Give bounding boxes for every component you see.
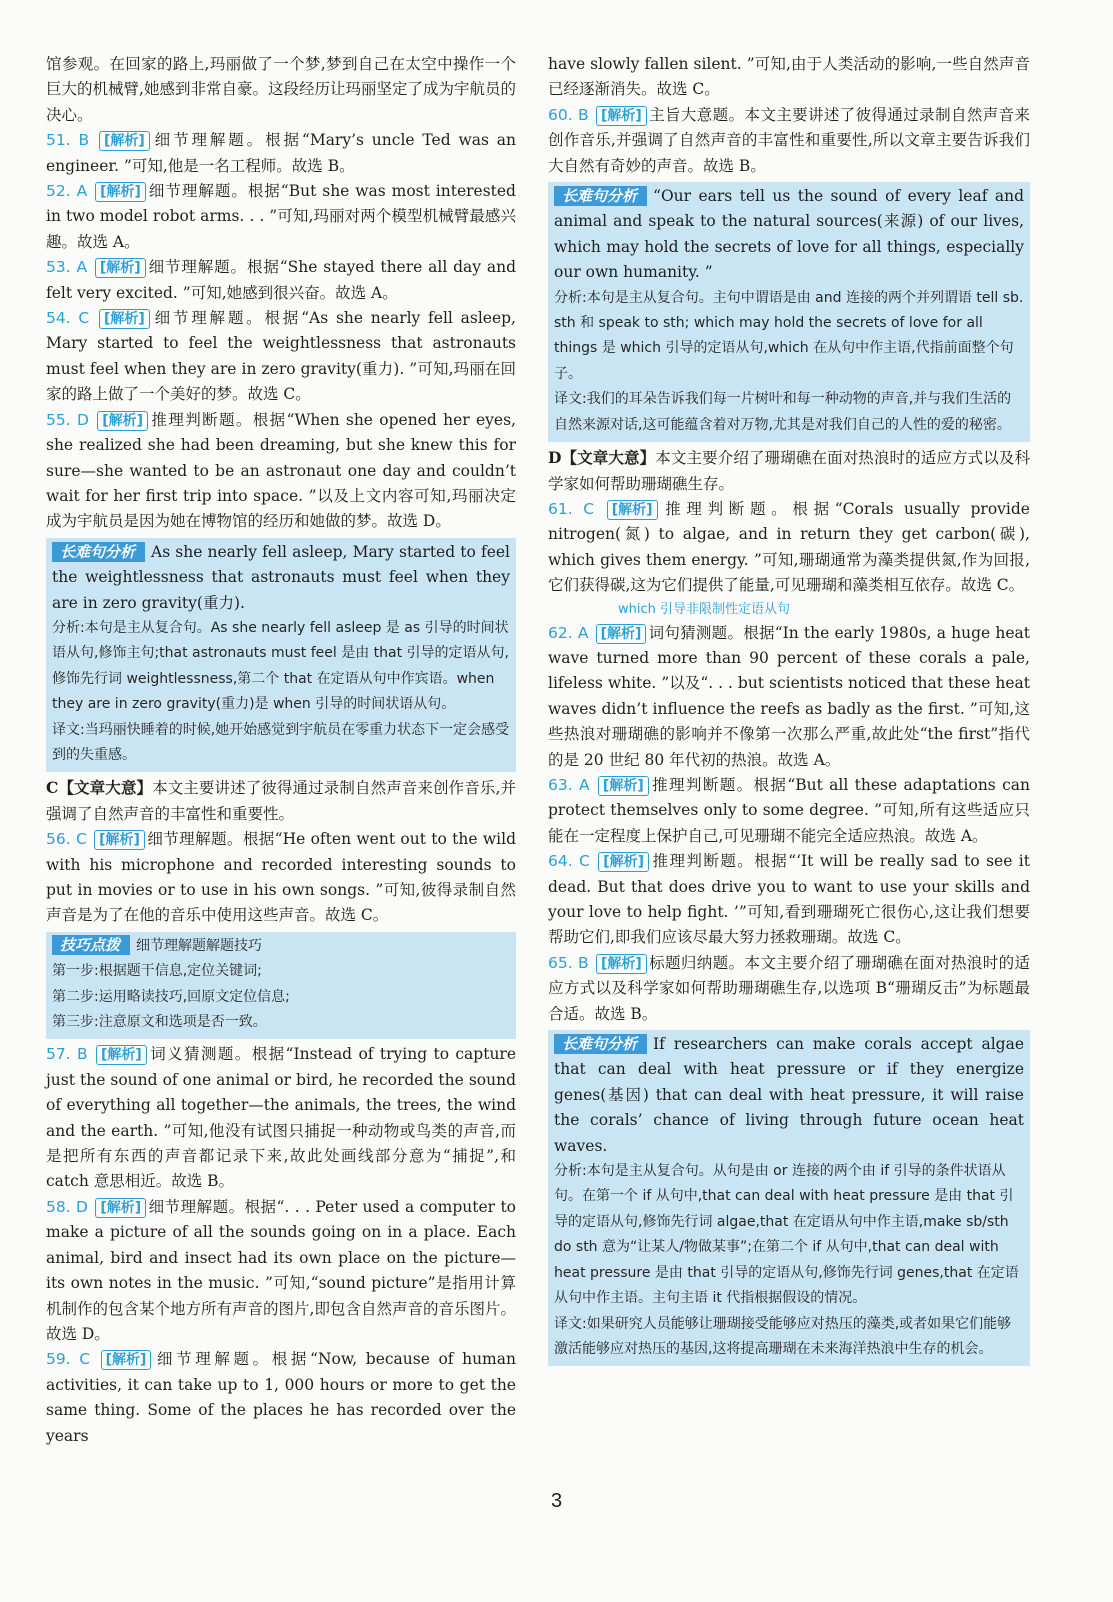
section-text: 本文主要介绍了珊瑚礁在面对热浪时的适应方式以及科学家如何帮助珊瑚礁生存。 (548, 449, 1030, 493)
answer-number: 62. A (548, 623, 589, 642)
answer-63 (548, 773, 1030, 849)
box-analysis: 分析:本句是主从复合句。主句中谓语是由 and 连接的两个并列谓语 tell sb. sth 和 speak to sth; which may hold the secrets of love for all things 是 which 引导的定语从句,which 在从句中作主语,代指前面整个句子。 (554, 289, 1024, 382)
analysis-tag: [解析] (95, 258, 146, 278)
answer-57 (46, 1042, 516, 1194)
analysis-tag: [解析] (598, 776, 649, 796)
tips-title: 细节理解题解题技巧 (136, 937, 263, 954)
answer-56 (46, 827, 516, 929)
handwritten-annotation: which 引导非限制性定语从句 (618, 601, 791, 617)
analysis-tag: [解析] (101, 1350, 152, 1370)
long-sentence-analysis-box (46, 538, 516, 773)
answer-number: 54. C (46, 309, 90, 328)
analysis-tag: [解析] (596, 106, 647, 126)
long-sentence-analysis-box (548, 182, 1030, 442)
analysis-tag: [解析] (99, 309, 150, 329)
answer-text: 细节理解题。根据“. . . Peter used a computer to make a picture of all the sounds going on in a place. Each animal, bird and insect had its own place on the picture—its own notes in the music. ”可知,“sound picture”是指用计算机制作的包含某个地方所有声音的图片,即包含自然声音的音乐图片。故选 D。 (46, 1197, 516, 1343)
box-quote-line (554, 184, 1024, 286)
answer-59-continued: have slowly fallen silent. ”可知,由于人类活动的影响,一些自然声音已经逐渐消失。故选 C。 (548, 55, 1030, 99)
tips-box (46, 932, 516, 1040)
answer-number: 55. D (46, 410, 89, 429)
box-translation: 译文:如果研究人员能够让珊瑚接受能够应对热压的藻类,或者如果它们能够激活能够应对热压的基因,这将提高珊瑚在未来海洋热浪中生存的机会。 (554, 1315, 1012, 1357)
box-quote-line (554, 1032, 1024, 1159)
answer-text: 细节理解题。根据“As she nearly fell asleep, Mary started to feel the weightlessness that astronauts must feel when they are in zero gravity(重力). ”可知,玛丽在回家的路上做了一个美好的梦。故选 C。 (46, 309, 516, 404)
tips-step: 第二步:运用略读技巧,回原文定位信息; (52, 988, 290, 1005)
page-number: 3 (550, 1490, 563, 1512)
answer-61 (548, 497, 1030, 599)
answer-51 (46, 128, 516, 179)
analysis-tag: [解析] (97, 411, 148, 431)
answer-number: 57. B (46, 1045, 88, 1064)
box-translation: 译文:我们的耳朵告诉我们每一片树叶和每一种动物的声音,并与我们生活的自然来源对话,这可能蕴含着对万物,尤其是对我们自己的人性的爱的秘密。 (554, 391, 1012, 433)
tips-title-line (52, 934, 510, 959)
answer-number: 51. B (46, 131, 90, 150)
answer-text: 细节理解题。根据“He often went out to the wild with his microphone and recorded interesting sounds to put in movies or to use in his own songs. ”可知,彼得录制自然声音是为了在他的音乐中使用这些声音。故选 C。 (46, 830, 516, 925)
intro-paragraph: 馆参观。在回家的路上,玛丽做了一个梦,梦到自己在太空中操作一个巨大的机械臂,她感到非常自豪。这段经历让玛丽坚定了成为宇航员的决心。 (46, 55, 516, 124)
left-column (46, 52, 516, 1449)
answer-55 (46, 408, 516, 535)
analysis-tag: [解析] (596, 624, 647, 644)
box-quote: “Our ears tell us the sound of every leaf and animal and speak to the natural sources(来源) of our lives, which may hold the secrets of love for all things, especially our own humanity. ” (554, 187, 1024, 282)
analysis-tag: [解析] (95, 1198, 146, 1218)
answer-number: 53. A (46, 258, 88, 277)
box-quote-line (52, 540, 510, 616)
answer-text: 推理判断题。根据“‘It will be really sad to see it dead. But that does drive you to want to use your skills and your love to help fight. ’”可知,看到珊瑚死亡很伤心,这让我们想要帮助它们,即我们应该尽最大努力拯救珊瑚。故选 C。 (548, 852, 1030, 947)
answer-number: 61. C (548, 499, 595, 518)
answer-text: 标题归纳题。本文主要介绍了珊瑚礁在面对热浪时的适应方式以及科学家如何帮助珊瑚礁生存,以选项 B“珊瑚反击”为标题最合适。故选 B。 (548, 953, 1030, 1023)
analysis-tag: [解析] (598, 852, 649, 872)
analysis-tag: [解析] (95, 182, 146, 202)
section-d-summary (548, 445, 1030, 497)
answer-52 (46, 179, 516, 255)
answer-64 (548, 849, 1030, 951)
answer-text: 主旨大意题。本文主要讲述了彼得通过录制自然声音来创作音乐,并强调了自然声音的丰富性和重要性,所以文章主要告诉我们大自然有奇妙的声音。故选 B。 (548, 105, 1030, 175)
section-label: C【文章大意】 (46, 778, 153, 798)
answer-54 (46, 306, 516, 408)
answer-62 (548, 621, 1030, 773)
section-label: D【文章大意】 (548, 448, 656, 468)
analysis-tag: [解析] (94, 830, 145, 850)
tips-step: 第三步:注意原文和选项是否一致。 (52, 1014, 267, 1031)
box-translation: 译文:当玛丽快睡着的时候,她开始感觉到宇航员在零重力状态下一定会感受到的失重感。 (52, 721, 510, 763)
box-analysis: 分析:本句是主从复合句。As she nearly fell asleep 是 as 引导的时间状语从句,修饰主句;that astronauts must feel 是由 that 引导的定语从句,修饰先行词 weightlessness,第二个 that 在定语从句中作宾语。when they are in zero gravity(重力)是 when 引导的时间状语从句。 (52, 619, 510, 713)
tips-badge: 技巧点拨 (52, 935, 130, 955)
box-analysis: 分析:本句是主从复合句。从句是由 or 连接的两个由 if 引导的条件状语从句。在第一个 if 从句中,that can deal with heat pressure 是由 that 引导的定语从句,修饰先行词 algae,that 在定语从句中作主语,make sb/sth do sth 意为“让某人/物做某事”;在第二个 if 从句中,that can deal with heat pressure 是由 that 引导的定语从句,修饰先行词 genes,that 在定语从句中作主语。主句主语 it 代指根据假设的情况。 (554, 1163, 1019, 1307)
analysis-tag: [解析] (596, 954, 647, 974)
answer-number: 60. B (548, 105, 589, 124)
long-sentence-badge: 长难句分析 (554, 1034, 647, 1054)
answer-text: 词句猜测题。根据“In the early 1980s, a huge heat wave turned more than 90 percent of these corals a pale, lifeless white. ”以及“. . . but scientists noticed that these heat waves didn’t influence the reefs as badly as the first. ”可知,这些热浪对珊瑚礁的影响并不像第一次那么严重,故此处“the first”指代的是 20 世纪 80 年代初的热浪。故选 A。 (548, 623, 1030, 769)
answer-number: 65. B (548, 953, 589, 972)
answer-text: 推理判断题。根据“Corals usually provide nitrogen(氮) to algae, and in return they get carbon(碳), which gives them energy. ”可知,珊瑚通常为藻类提供氮,作为回报,它们获得碳,这为它们提供了能量,可见珊瑚和藻类相互依存。故选 C。 (548, 499, 1030, 595)
answer-number: 58. D (46, 1197, 88, 1216)
section-text: 本文主要讲述了彼得通过录制自然声音来创作音乐,并强调了自然声音的丰富性和重要性。 (46, 779, 516, 823)
answer-number: 64. C (548, 852, 590, 871)
answer-number: 52. A (46, 182, 88, 201)
answer-text: 细节理解题。根据“Now, because of human activities, it can take up to 1, 000 hours or more to get the same thing. Some of the places he has recorded over the years (46, 1350, 516, 1445)
long-sentence-badge: 长难句分析 (554, 186, 647, 206)
answer-text: 词义猜测题。根据“Instead of trying to capture just the sound of one animal or bird, he recorded the sound of everything all together—the animals, the trees, the wind and the earth. ”可知,他没有试图只捕捉一种动物或鸟类的声音,而是把所有东西的声音都记录下来,故此处画线部分意为“捕捉”,和 catch 意思相近。故选 B。 (46, 1045, 517, 1191)
long-sentence-badge: 长难句分析 (52, 542, 145, 562)
answer-number: 63. A (548, 775, 590, 794)
answer-53 (46, 255, 516, 306)
analysis-tag: [解析] (607, 500, 658, 520)
answer-text: 细节理解题。根据“But she was most interested in two model robot arms. . . ”可知,玛丽对两个模型机械臂最感兴趣。故选 A。 (46, 182, 516, 251)
right-column (548, 52, 1030, 1369)
box-quote: If researchers can make corals accept algae that can deal with heat pressure or if they energize genes(基因) that can deal with heat pressure, it will raise the corals’ chance of living through future ocean heat waves. (554, 1035, 1024, 1155)
answer-text: 细节理解题。根据“She stayed there all day and felt very excited. ”可知,她感到很兴奋。故选 A。 (46, 258, 516, 302)
analysis-tag: [解析] (99, 131, 150, 151)
long-sentence-analysis-box (548, 1030, 1030, 1366)
box-quote: As she nearly fell asleep, Mary started to feel the weightlessness that astronauts must feel when they are in zero gravity(重力). (52, 542, 510, 612)
answer-60 (548, 103, 1030, 179)
answer-text: 推理判断题。根据“But all these adaptations can protect themselves only to some degree. ”可知,所有这些适应只能在一定程度上保护自己,可见珊瑚不能完全适应热浪。故选 A。 (548, 775, 1030, 845)
answer-text: 细节理解题。根据“Mary’s uncle Ted was an engineer. ”可知,他是一名工程师。故选 B。 (46, 131, 516, 175)
tips-step: 第一步:根据题干信息,定位关键词; (52, 963, 262, 980)
answer-text: 推理判断题。根据“When she opened her eyes, she realized she had been dreaming, but she knew this for sure—she wanted to be an astronaut one day and couldn’t wait for her first trip into space. ”以及上文内容可知,玛丽决定成为宇航员是因为她在博物馆的经历和她做的梦。故选 D。 (46, 410, 516, 531)
answer-58 (46, 1195, 516, 1347)
analysis-tag: [解析] (96, 1045, 147, 1065)
answer-65 (548, 951, 1030, 1027)
answer-59 (46, 1347, 516, 1449)
answer-number: 56. C (46, 830, 87, 849)
answer-number: 59. C (46, 1350, 91, 1369)
section-c-summary (46, 775, 516, 827)
